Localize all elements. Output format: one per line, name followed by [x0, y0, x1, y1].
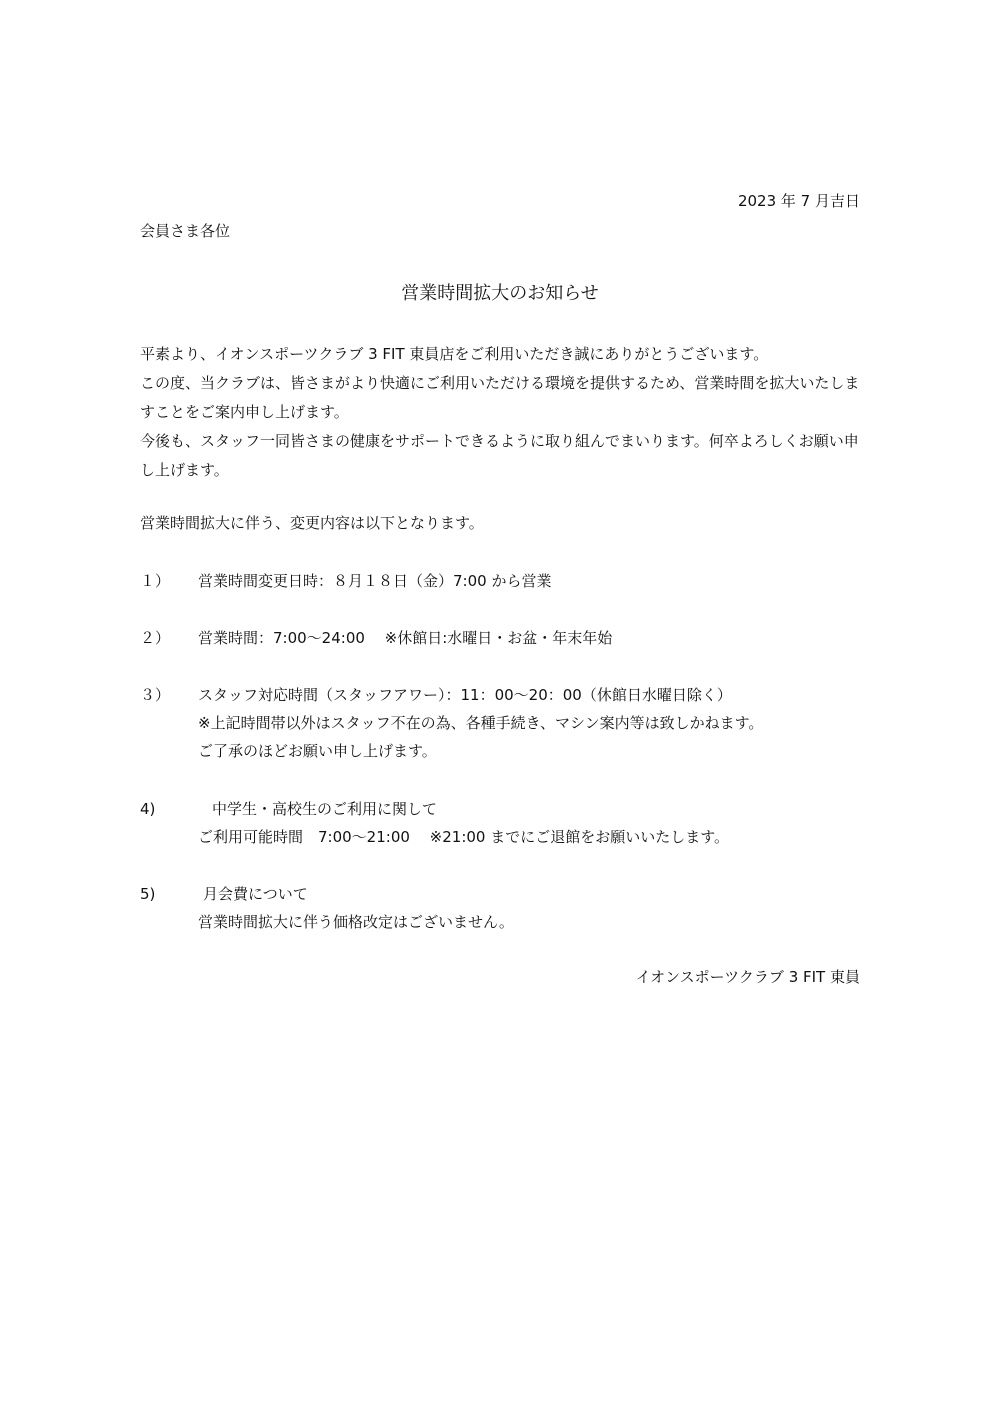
document-date: 2023 年 7 月吉日 [737, 192, 860, 210]
signature: イオンスポーツクラブ 3 FIT 東員 [635, 968, 860, 986]
item-line: 営業時間：7:00～24:00 ※休館日:水曜日・お盆・年末年始 [198, 629, 613, 647]
closing-paragraph: 今後も、スタッフ一同皆さまの健康をサポートできるように取り組んでまいります。何卒よろしくお願い申し上げます。 [140, 432, 859, 479]
item-number: １） [140, 572, 171, 590]
item-line: ※上記時間帯以外はスタッフ不在の為、各種手続き、マシン案内等は致しかねます。 [198, 714, 764, 732]
item-line: スタッフ対応時間（スタッフアワー）：11：00～20：00（休館日水曜日除く） [198, 686, 732, 704]
item-line: ご利用可能時間 7:00～21:00 ※21:00 までにご退館をお願いいたします。 [198, 828, 730, 846]
document-title: 営業時間拡大のお知らせ [401, 283, 599, 304]
item-number: ２） [140, 629, 171, 647]
item-line: 営業時間変更日時：８月１８日（金）7:00 から営業 [198, 572, 552, 590]
item-line: 月会費について [203, 885, 308, 903]
item-line: 中学生・高校生のご利用に関して [212, 800, 438, 818]
changes-intro: 営業時間拡大に伴う、変更内容は以下となります。 [140, 514, 484, 532]
item-line: 営業時間拡大に伴う価格改定はございません。 [198, 913, 514, 931]
item-number: 5) [140, 885, 156, 903]
announcement-paragraph: この度、当クラブは、皆さまがより快適にご利用いただける環境を提供するため、営業時間を拡大いたしますことをご案内申し上げます。 [140, 374, 860, 421]
item-number: 4) [140, 800, 156, 818]
greeting-paragraph: 平素より、イオンスポーツクラブ 3 FIT 東員店をご利用いただき誠にありがとうございます。 [140, 345, 769, 363]
item-number: ３） [140, 686, 171, 704]
addressee: 会員さま各位 [140, 222, 231, 240]
item-line: ご了承のほどお願い申し上げます。 [198, 742, 437, 760]
